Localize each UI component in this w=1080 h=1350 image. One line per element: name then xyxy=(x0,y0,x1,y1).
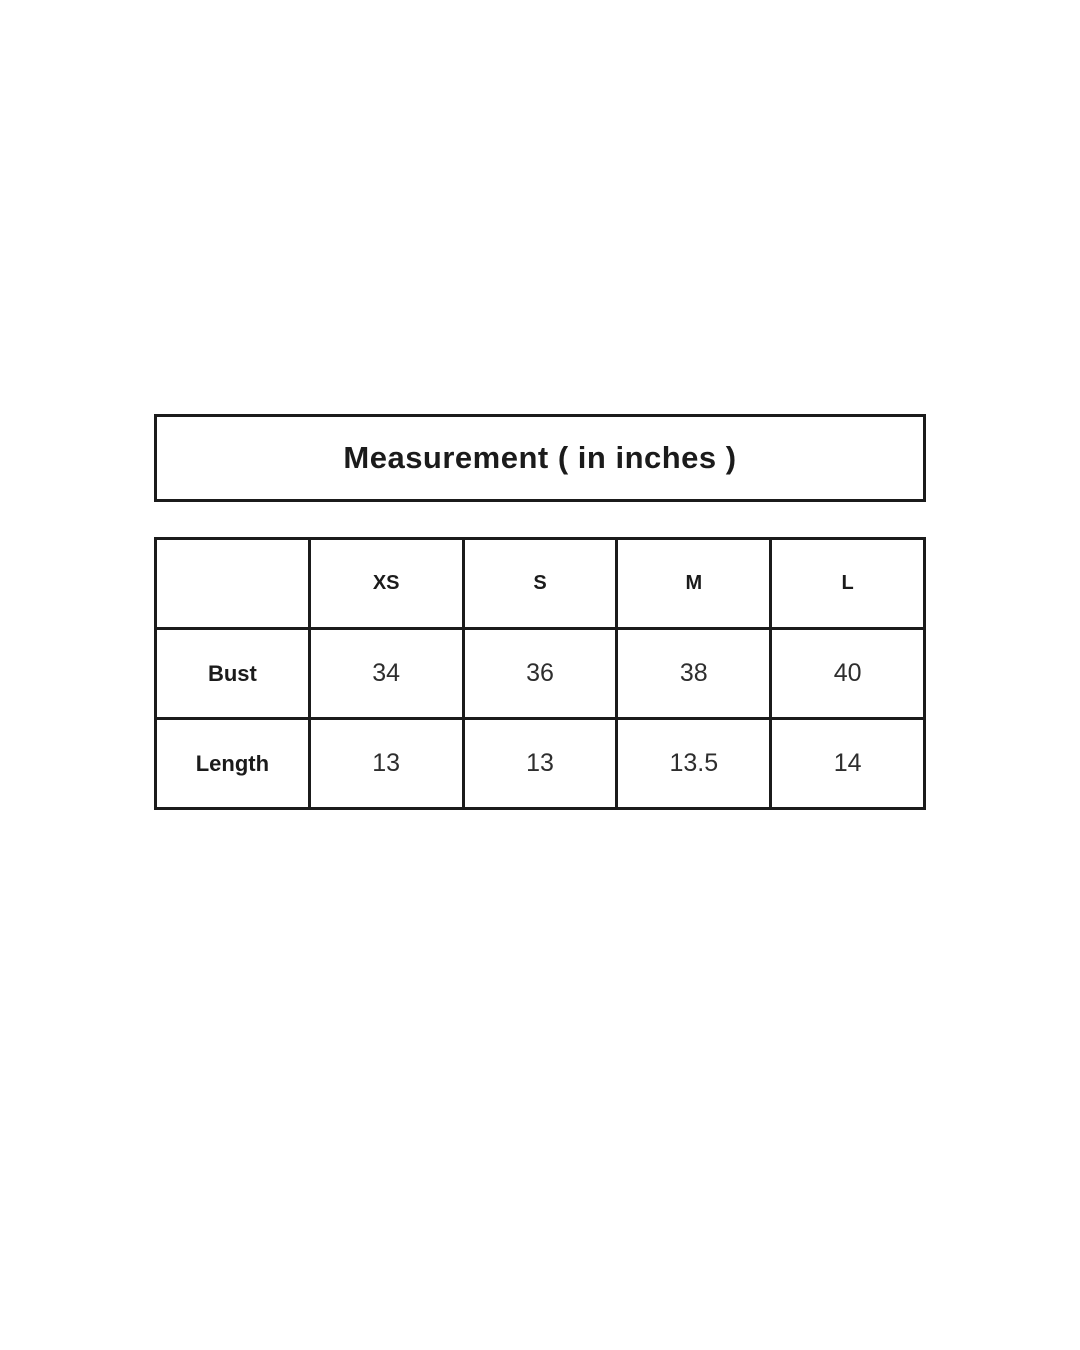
header-cell-l: L xyxy=(771,539,925,629)
header-cell-s: S xyxy=(463,539,617,629)
length-s-value: 13 xyxy=(463,719,617,809)
table-row-length xyxy=(156,719,925,809)
length-l-value: 14 xyxy=(771,719,925,809)
length-m-value: 13.5 xyxy=(617,719,771,809)
bust-s-value: 36 xyxy=(463,629,617,719)
table-row-bust xyxy=(156,629,925,719)
measurement-title: Measurement ( in inches ) xyxy=(343,440,737,475)
row-label-bust: Bust xyxy=(156,629,310,719)
row-label-length: Length xyxy=(156,719,310,809)
table-header-row xyxy=(156,539,925,629)
header-cell-xs: XS xyxy=(309,539,463,629)
bust-xs-value: 34 xyxy=(309,629,463,719)
header-cell-blank xyxy=(156,539,310,629)
length-xs-value: 13 xyxy=(309,719,463,809)
bust-l-value: 40 xyxy=(771,629,925,719)
header-cell-m: M xyxy=(617,539,771,629)
bust-m-value: 38 xyxy=(617,629,771,719)
measurement-title-box xyxy=(154,414,926,502)
size-chart-table xyxy=(154,537,926,810)
